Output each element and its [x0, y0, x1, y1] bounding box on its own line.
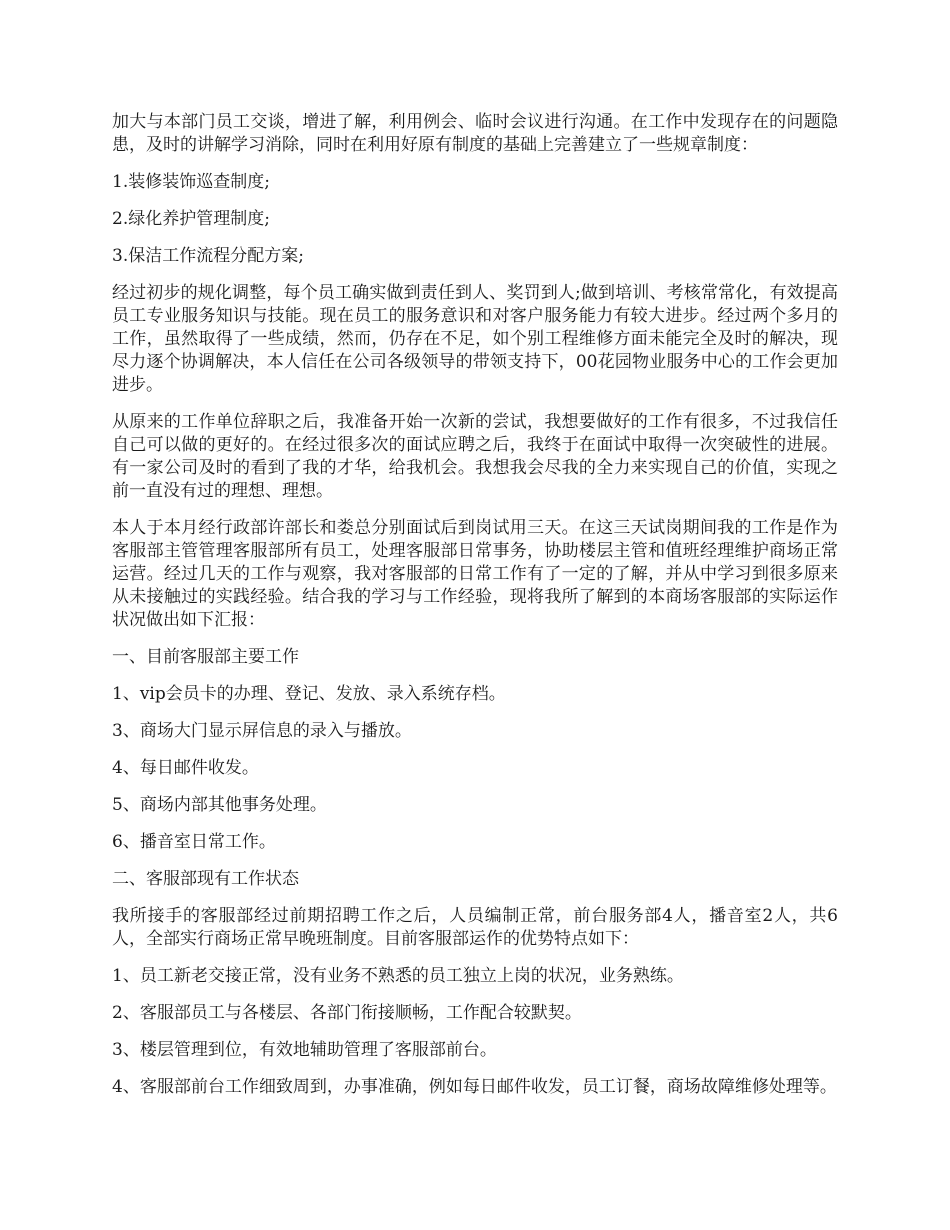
progress-paragraph: 经过初步的规化调整，每个员工确实做到责任到人、奖罚到人;做到培训、考核常常化，有效提高员工专业服务知识与技能。现在员工的服务意识和对客户服务能力有较大进步。经过两个多月的工作，虽然取得了一些成绩，然而，仍存在不足，如个别工程维修方面未能完全及时的解决，现尽力逐个协调解决，本人信任在公司各级领导的带领支持下，00花园物业服务中心的工作会更加进步。 [112, 283, 838, 395]
advantage-item-2: 2、客服部员工与各楼层、各部门衔接顺畅，工作配合较默契。 [112, 1003, 582, 1023]
work-item-6: 6、播音室日常工作。 [112, 832, 276, 852]
section-heading-2: 二、客服部现有工作状态 [112, 869, 299, 889]
work-item-3: 3、商场大门显示屏信息的录入与播放。 [112, 721, 412, 741]
section-heading-1: 一、目前客服部主要工作 [112, 647, 299, 667]
intro-paragraph: 加大与本部门员工交谈，增进了解，利用例会、临时会议进行沟通。在工作中发现存在的问题隐患，及时的讲解学习消除，同时在利用好原有制度的基础上完善建立了一些规章制度： [112, 112, 838, 155]
advantage-item-3: 3、楼层管理到位，有效地辅助管理了客服部前台。 [112, 1040, 497, 1060]
rule-item-3: 3.保洁工作流程分配方案; [112, 246, 304, 266]
advantage-item-4: 4、客服部前台工作细致周到，办事准确，例如每日邮件收发，员工订餐，商场故障维修处理等。 [112, 1077, 837, 1097]
status-paragraph: 我所接手的客服部经过前期招聘工作之后，人员编制正常，前台服务部4人，播音室2人，共6人，全部实行商场正常早晚班制度。目前客服部运作的优势特点如下： [112, 906, 838, 949]
work-item-4: 4、每日邮件收发。 [112, 758, 259, 778]
advantage-item-1: 1、员工新老交接正常，没有业务不熟悉的员工独立上岗的状况，业务熟练。 [112, 966, 684, 986]
rule-item-2: 2.绿化养护管理制度; [112, 209, 270, 229]
report-paragraph: 本人于本月经行政部许部长和娄总分别面试后到岗试用三天。在这三天试岗期间我的工作是作为客服部主管管理客服部所有员工，处理客服部日常事务，协助楼层主管和值班经理维护商场正常运营。经过几天的工作与观察，我对客服部的日常工作有了一定的了解，并从中学习到很多原来从未接触过的实践经验。结合我的学习与工作经验，现将我所了解到的本商场客服部的实际运作状况做出如下汇报： [112, 518, 838, 630]
rule-item-1: 1.装修装饰巡查制度; [112, 172, 270, 192]
career-paragraph: 从原来的工作单位辞职之后，我准备开始一次新的尝试，我想要做好的工作有很多，不过我信任自己可以做的更好的。在经过很多次的面试应聘之后，我终于在面试中取得一次突破性的进展。有一家公司及时的看到了我的才华，给我机会。我想我会尽我的全力来实现自己的价值，实现之前一直没有过的理想、理想。 [112, 412, 838, 501]
work-item-1: 1、vip会员卡的办理、登记、发放、录入系统存档。 [112, 684, 506, 704]
work-item-5: 5、商场内部其他事务处理。 [112, 795, 327, 815]
